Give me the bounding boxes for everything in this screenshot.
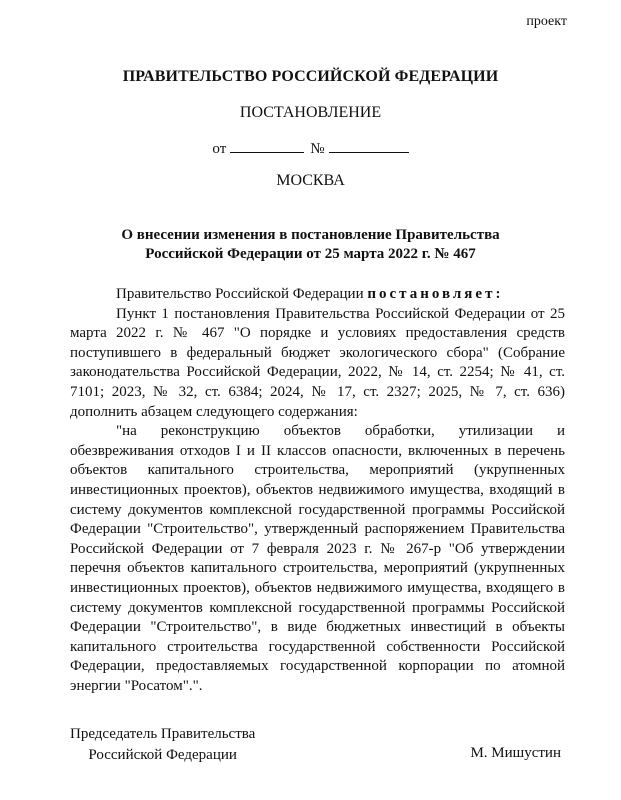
document-kind: ПОСТАНОВЛЕНИЕ bbox=[239, 104, 382, 121]
date-blank-line bbox=[230, 138, 304, 153]
signer-position-line-2: Российской Федерации bbox=[88, 747, 237, 763]
document-title bbox=[0, 226, 621, 264]
government-title: ПРАВИТЕЛЬСТВО РОССИЙСКОЙ ФЕДЕРАЦИИ bbox=[122, 68, 499, 85]
number-blank-line bbox=[329, 138, 409, 153]
signer-position bbox=[70, 724, 255, 766]
document-title-line-2: Российской Федерации от 25 марта 2022 г. № 467 bbox=[145, 246, 476, 262]
signer-position-line-1: Председатель Правительства bbox=[70, 726, 256, 742]
inserted-text-paragraph: "на реконструкцию объектов обработки, утилизации и обезвреживания отходов I и II классов опасности, включенных в перечень объектов капитального строительства, мероприятий (укрупненных инвестиционных проектов), объектов недвижимого имущества, входящий в систему документов комплексной государственной программы Российской Федерации "Строительство", утвержденный распоряжением Правительства Российской Федерации от 7 февраля 2023 г. № 267-р "Об утверждении перечня объектов капитального строительства, мероприятий (укрупненных инвестиционных проектов), объектов недвижимого имущества, входящего в систему документов комплексной государственной программы Российской Федерации "Строительство", в виде бюджетных инвестиций в объекты капитального строительства государственной собственности Российской Федерации, предоставляемых государственной корпорации по атомной энергии "Росатом".". bbox=[70, 423, 565, 694]
decree-word: постановляет: bbox=[367, 286, 504, 302]
signer-name: М. Мишустин bbox=[470, 745, 561, 761]
intro-lead: Правительство Российской Федерации bbox=[116, 286, 368, 302]
intro-paragraph bbox=[70, 285, 565, 305]
document-title-line-1: О внесении изменения в постановление Правительства bbox=[121, 227, 500, 243]
document-body bbox=[70, 285, 565, 696]
amendment-paragraph: Пункт 1 постановления Правительства Российской Федерации от 25 марта 2022 г. № 467 "О порядке и условиях предоставления средств поступившего в федеральный бюджет экологического сбора" (Собрание законодательства Российской Федерации, 2022, № 14, ст. 2254; № 41, ст. 7101; 2023, № 32, ст. 6384; 2024, № 17, ст. 2327; 2025, № 7, ст. 636) дополнить абзацем следующего содержания: bbox=[70, 305, 565, 420]
date-prefix: от bbox=[212, 141, 227, 157]
city: МОСКВА bbox=[276, 172, 345, 189]
date-number-row bbox=[0, 138, 621, 158]
number-prefix: № bbox=[310, 141, 325, 157]
draft-mark: проект bbox=[526, 14, 567, 29]
